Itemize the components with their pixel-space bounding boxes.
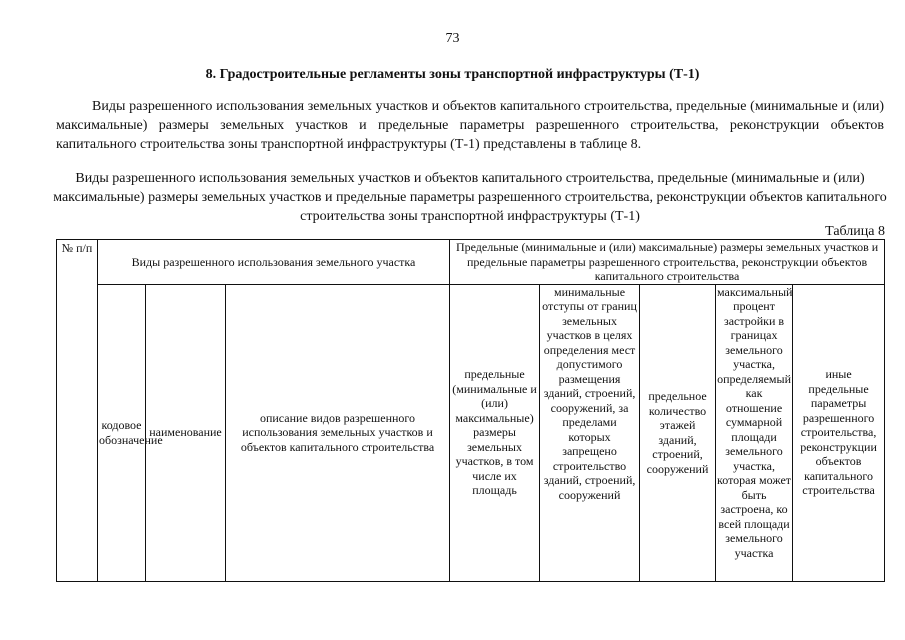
table-header-row (57, 240, 885, 285)
table-label: Таблица 8 (825, 224, 885, 239)
column-name: наименование (146, 284, 226, 581)
column-number: № п/п (57, 240, 98, 582)
column-other: иные предельные параметры разрешенного строительства, реконструкции объектов капитального строительства (793, 284, 885, 581)
column-code: кодовое обозначение (98, 284, 146, 581)
regulations-table (56, 239, 885, 582)
table-caption: Виды разрешенного использования земельных участков и объектов капитального строительства, предельные (минимальные и (или) максимальные) размеры земельных участков и предельные параметры разрешенного строительства, реконструкции объектов капитального строительства зоны транспортной инфраструктуры (Т-1) (53, 171, 887, 224)
column-setbacks: минимальные отступы от границ земельных участков в целях определения мест допустимого размещения зданий, строений, сооружений, за пределами которых запрещено строительство зданий, строений, сооружений (540, 284, 640, 581)
column-floors: предельное количество этажей зданий, строений, сооружений (640, 284, 716, 581)
column-plot-size: предельные (минимальные и (или) максимальные) размеры земельных участков, в том числе их площадь (450, 284, 540, 581)
column-group-limit-parameters: Предельные (минимальные и (или) максимальные) размеры земельных участков и предельные параметры разрешенного строительства, реконструкции объектов капитального строительства (450, 240, 885, 285)
section-title: 8. Градостроительные регламенты зоны транспортной инфраструктуры (Т-1) (205, 67, 700, 82)
page-number: 73 (445, 31, 460, 46)
column-group-permitted-use: Виды разрешенного использования земельного участка (98, 240, 450, 285)
column-description: описание видов разрешенного использования земельных участков и объектов капитального строительства (226, 284, 450, 581)
column-coverage: максимальный процент застройки в границах земельного участка, определяемый как отношение суммарной площади земельного участка, которая может быть застроена, ко всей площади земельного участка (716, 284, 793, 581)
table-subheader-row (57, 284, 885, 581)
intro-paragraph: Виды разрешенного использования земельных участков и объектов капитального строительства, предельные (минимальные и (или) максимальные) размеры земельных участков и предельные параметры разрешенного строительства, реконструкции объектов капитального строительства зоны транспортной инфраструктуры (Т-1) представлены в таблице 8. (56, 99, 884, 152)
